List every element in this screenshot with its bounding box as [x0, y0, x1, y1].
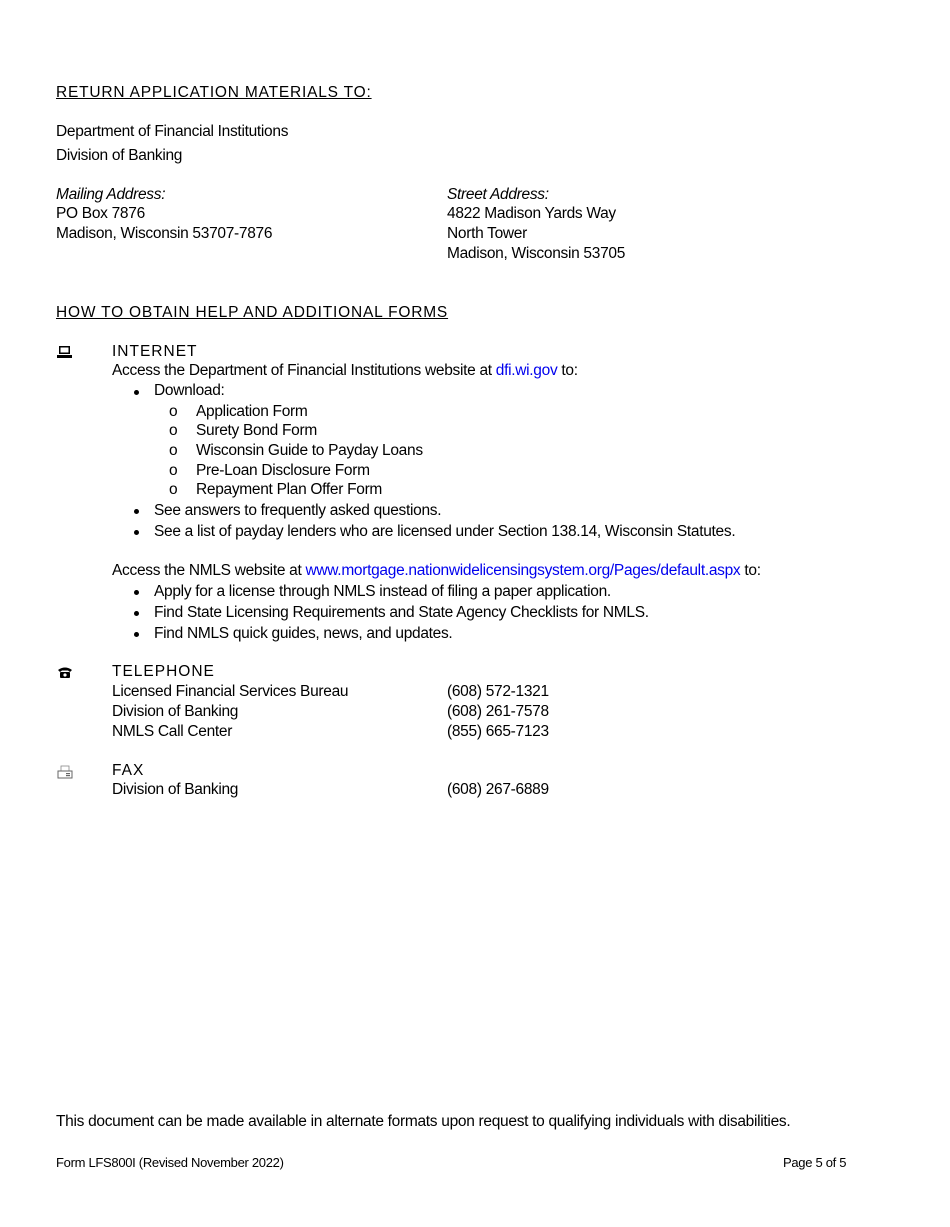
dfi-intro — [112, 362, 578, 380]
telephone-icon — [57, 665, 73, 684]
bullet — [134, 611, 139, 616]
street-address-line-3: Madison, Wisconsin 53705 — [447, 245, 626, 262]
mailing-address-label: Mailing Address: — [56, 186, 166, 203]
download-item-repayment-plan: Repayment Plan Offer Form — [196, 481, 383, 498]
phone-name-nmls: NMLS Call Center — [112, 723, 233, 740]
internet-label: INTERNET — [112, 343, 198, 360]
sub-bullet-marker: o — [169, 403, 178, 420]
fax-label: FAX — [112, 762, 145, 779]
dfi-intro-prefix: Access the Department of Financial Institutions website at — [112, 362, 496, 379]
bullet — [134, 590, 139, 595]
download-item-application-form: Application Form — [196, 403, 308, 420]
page-number: Page 5 of 5 — [783, 1155, 847, 1170]
dfi-intro-suffix: to: — [557, 362, 578, 379]
sub-bullet-marker: o — [169, 422, 178, 439]
return-heading: RETURN APPLICATION MATERIALS TO: — [56, 84, 372, 101]
nmls-bullet-requirements: Find State Licensing Requirements and State Agency Checklists for NMLS. — [154, 604, 649, 621]
mailing-address-line-1: PO Box 7876 — [56, 205, 145, 222]
download-item-pre-loan-disclosure: Pre-Loan Disclosure Form — [196, 462, 370, 479]
street-address-line-1: 4822 Madison Yards Way — [447, 205, 616, 222]
sub-bullet-marker: o — [169, 462, 178, 479]
bullet — [134, 509, 139, 514]
form-id: Form LFS800I (Revised November 2022) — [56, 1155, 284, 1170]
bullet — [134, 390, 139, 395]
nmls-bullet-guides: Find NMLS quick guides, news, and updates. — [154, 625, 453, 642]
phone-name-banking: Division of Banking — [112, 703, 239, 720]
faq-bullet-text: See answers to frequently asked questions. — [154, 502, 442, 519]
fax-number-banking: (608) 267-6889 — [447, 781, 549, 798]
mailing-address-line-2: Madison, Wisconsin 53707-7876 — [56, 225, 273, 242]
computer-icon — [57, 345, 73, 364]
org-line-2: Division of Banking — [56, 147, 183, 164]
licensee-list-bullet-text: See a list of payday lenders who are licensed under Section 138.14, Wisconsin Statutes. — [154, 523, 736, 540]
telephone-label: TELEPHONE — [112, 663, 215, 680]
fax-name-banking: Division of Banking — [112, 781, 239, 798]
phone-number-nmls: (855) 665-7123 — [447, 723, 549, 740]
download-item-surety-bond-form: Surety Bond Form — [196, 422, 317, 439]
phone-number-banking: (608) 261-7578 — [447, 703, 549, 720]
accessibility-notice: This document can be made available in alternate formats upon request to qualifying individuals with disabilities. — [56, 1113, 791, 1130]
fax-icon — [57, 765, 73, 784]
street-address-label: Street Address: — [447, 186, 549, 203]
nmls-intro — [112, 562, 761, 580]
download-label: Download: — [154, 382, 225, 399]
phone-number-lfsb: (608) 572-1321 — [447, 683, 549, 700]
phone-name-lfsb: Licensed Financial Services Bureau — [112, 683, 349, 700]
dfi-website-link[interactable]: dfi.wi.gov — [495, 362, 558, 379]
nmls-website-link[interactable]: www.mortgage.nationwidelicensingsystem.org/Pages/default.aspx — [305, 562, 741, 579]
nmls-intro-prefix: Access the NMLS website at — [112, 562, 306, 579]
download-item-payday-guide: Wisconsin Guide to Payday Loans — [196, 442, 423, 459]
nmls-intro-suffix: to: — [740, 562, 761, 579]
street-address-line-2: North Tower — [447, 225, 527, 242]
nmls-bullet-apply: Apply for a license through NMLS instead of filing a paper application. — [154, 583, 611, 600]
help-heading: HOW TO OBTAIN HELP AND ADDITIONAL FORMS — [56, 304, 449, 321]
sub-bullet-marker: o — [169, 481, 178, 498]
sub-bullet-marker: o — [169, 442, 178, 459]
org-line-1: Department of Financial Institutions — [56, 123, 289, 140]
bullet — [134, 530, 139, 535]
bullet — [134, 632, 139, 637]
